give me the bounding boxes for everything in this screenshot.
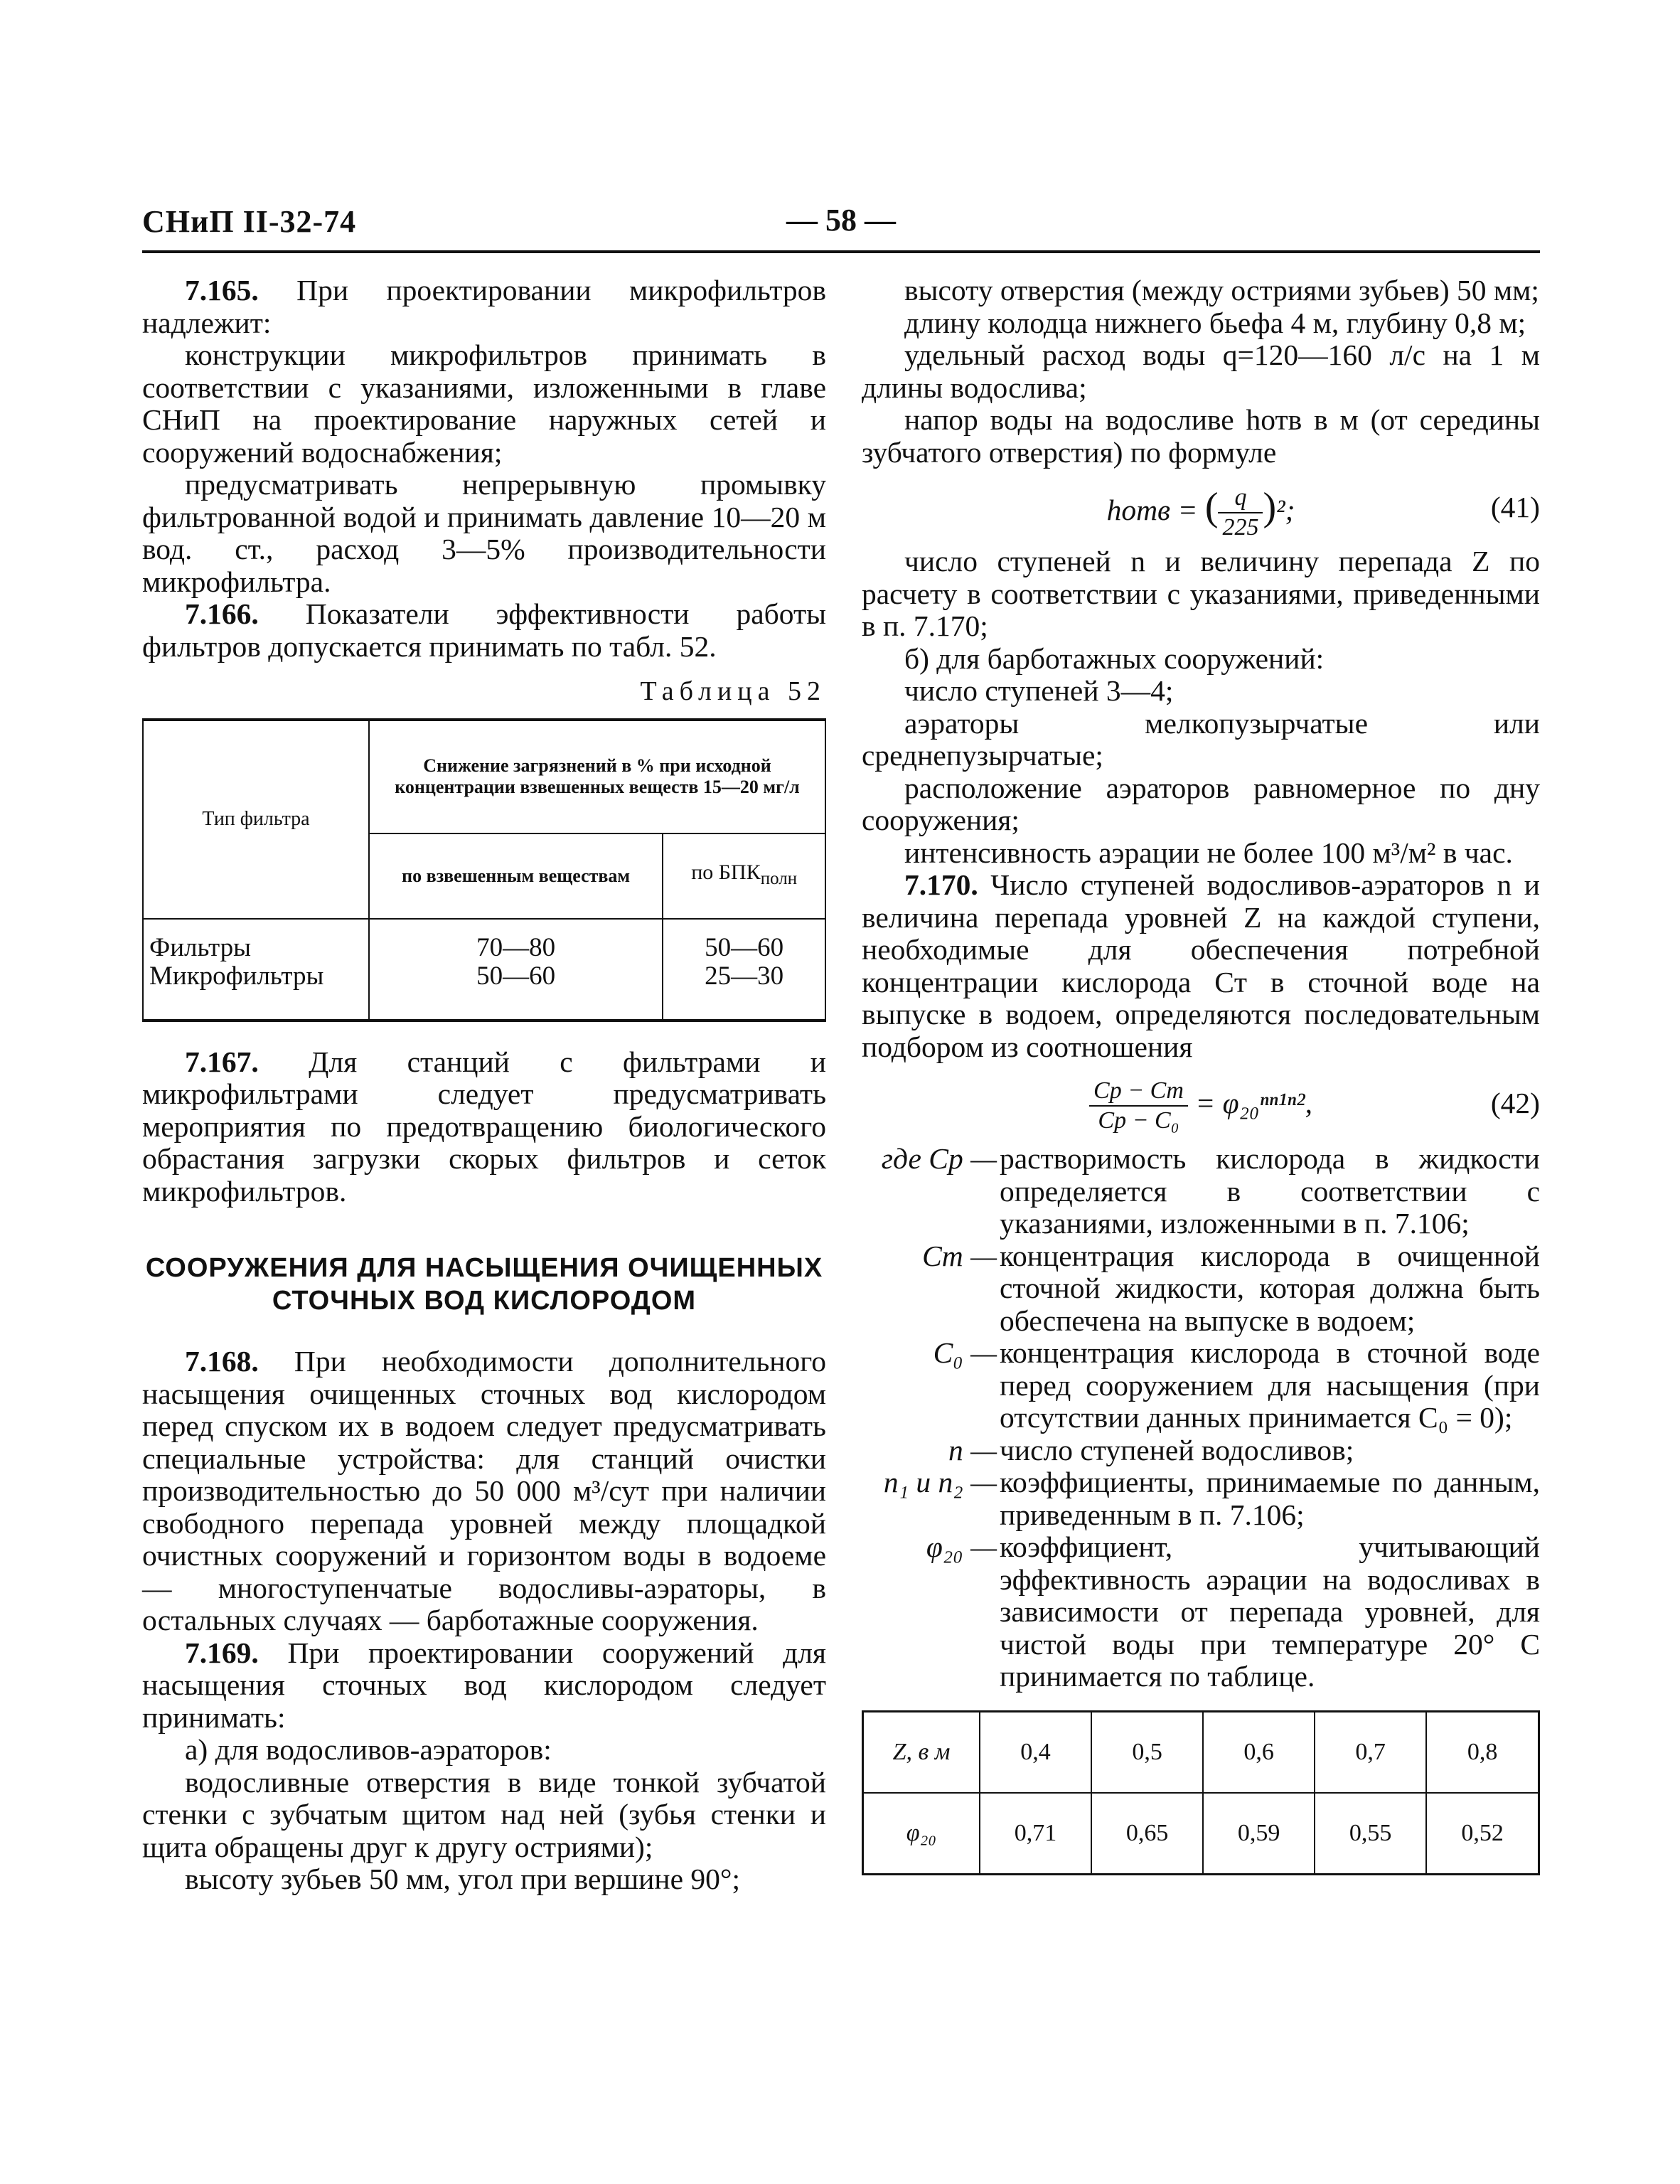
cell-bpk-values: 50—60 25—30 <box>663 919 825 1021</box>
definition-symbol: C₀ — <box>933 1336 997 1369</box>
paragraph-aerators: аэраторы мелкопузырчатые или среднепузырчатые; <box>862 706 1540 772</box>
formula-41-fraction <box>1218 484 1263 542</box>
formula-42-fraction <box>1089 1077 1188 1135</box>
formula-41 <box>862 473 1540 541</box>
z-value-cell: 0,8 <box>1426 1711 1539 1793</box>
formula-41-rhs: ²; <box>1276 494 1295 526</box>
phi-table <box>862 1710 1540 1875</box>
equation-number-41: (41) <box>1490 491 1540 523</box>
formula-41-lhs: hотв = <box>1106 494 1198 526</box>
phi-value-cell: 0,52 <box>1426 1793 1539 1875</box>
clause-text: При необходимости дополнительного насыщения очищенных сточных вод кислородом перед спуском их в водоем следует предусматривать специальные устройства: для станций очистки производительностью до 50 000 м³/сут при наличии свободного перепада уровней между площадкой очистных сооружений и горизонтом воды в водоеме — многоступенчатые водосливы-аэраторы, в остальных случаях — барботажные сооружения. <box>142 1345 827 1636</box>
bpk-label: по БПК <box>691 861 761 884</box>
paren-open: ( <box>1204 485 1219 529</box>
definition-text: коэффициент, учитывающий эффективность аэрации на водосливах в зависимости от перепада уровней, для чистой воды при температуре 20° С принимается по таблице. <box>1000 1530 1540 1693</box>
paragraph-7-165 <box>142 275 826 339</box>
z-value-cell: 0,4 <box>980 1711 1091 1793</box>
clause-number: 7.169. <box>185 1636 259 1669</box>
paragraph-7-166 <box>142 598 826 663</box>
fraction-numerator: q <box>1218 484 1263 513</box>
phi-label: φ₂₀ <box>863 1793 980 1875</box>
col-header-bpk <box>663 833 825 919</box>
table-row-phi <box>863 1793 1539 1875</box>
definitions-list <box>862 1143 1540 1693</box>
page-header <box>142 199 1540 253</box>
table-52 <box>142 718 826 1022</box>
paragraph-intensity: интенсивность аэрации не более 100 м³/м² в час. <box>904 836 1513 869</box>
z-value-cell: 0,6 <box>1203 1711 1315 1793</box>
clause-text: Число ступеней водосливов-аэраторов n и величина перепада уровней Z на каждой ступени, необходимые для обеспечения потребной концентрации кислорода Cт в сточной воде на выпуске в водоем, определяются последовательным подбором из соотношения <box>862 868 1540 1063</box>
cell-filter-types: Фильтры Микрофильтры <box>143 919 369 1021</box>
clause-text: Для станций с фильтрами и микрофильтрами следует предусматривать мероприятия по предотвращению биологического обрастания загрузки скорых фильтров и сеток микрофильтров. <box>142 1045 826 1208</box>
clause-number: 7.165. <box>185 274 259 307</box>
paragraph-layout: расположение аэраторов равномерное по дну сооружения; <box>862 771 1540 836</box>
paragraph-b: б) для барботажных сооружений: <box>904 641 1325 675</box>
col-header-reduction: Снижение загрязнений в % при исходной концентрации взвешенных веществ 15—20 мг/л <box>369 720 825 833</box>
paragraph-7-165-item-1: конструкции микрофильтров принимать в соответствии с указаниями, изложенными в главе СНиП на проектирование наружных сетей и сооружений водоснабжения; <box>142 339 826 469</box>
paragraph-specific-flow: удельный расход воды q=120—160 л/с на 1 м длины водослива; <box>862 339 1540 404</box>
col-header-filter-type: Тип фильтра <box>143 720 369 919</box>
z-label: Z, в м <box>863 1711 980 1793</box>
fraction-denominator: 225 <box>1222 514 1259 541</box>
phi-value-cell: 0,65 <box>1091 1793 1203 1875</box>
left-column <box>142 275 826 1896</box>
paragraph-steps-count: число ступеней 3—4; <box>904 674 1174 707</box>
clause-number: 7.167. <box>185 1045 259 1078</box>
col-header-suspended: по взвешенным веществам <box>369 833 663 919</box>
section-title: СООРУЖЕНИЯ ДЛЯ НАСЫЩЕНИЯ ОЧИЩЕННЫХ СТОЧНЫХ ВОД КИСЛОРОДОМ <box>145 1253 823 1316</box>
page-number: — 58 — <box>786 203 896 238</box>
definition-symbol: где Cр — <box>881 1142 997 1175</box>
paragraph-well-length: длину колодца нижнего бьефа 4 м, глубину 0,8 м; <box>904 306 1526 339</box>
definition-symbol: Cт — <box>922 1239 997 1272</box>
clause-number: 7.166. <box>185 597 259 630</box>
equation-number-42: (42) <box>1490 1087 1540 1119</box>
clause-number: 7.168. <box>185 1345 259 1378</box>
paragraph-steps: число ступеней n и величину перепада Z по расчету в соответствии с указаниями, приведенными в п. 7.170; <box>862 545 1540 642</box>
definition-symbol: φ₂₀ — <box>926 1530 997 1563</box>
z-value-cell: 0,5 <box>1091 1711 1203 1793</box>
right-column <box>862 275 1540 1875</box>
phi-value-cell: 0,71 <box>980 1793 1091 1875</box>
definition-text: концентрация кислорода в очищенной сточной жидкости, которая должна быть обеспечена на выпуске в водоем; <box>1000 1239 1540 1337</box>
cell-suspended-values: 70—80 50—60 <box>369 919 663 1021</box>
definition-text: число ступеней водосливов; <box>1000 1433 1354 1466</box>
table-52-label: Таблица 52 <box>640 676 826 706</box>
paragraph-7-169 <box>142 1637 826 1735</box>
definition-symbol: n₁ и n₂ — <box>883 1466 997 1498</box>
paragraph-head: напор воды на водосливе hотв в м (от середины зубчатого отверстия) по формуле <box>862 403 1540 469</box>
paragraph-7-165-item-2: предусматривать непрерывную промывку фильтрованной водой и принимать давление 10—20 м вод. ст., расход 3—5% производительности микрофильтра. <box>142 468 826 598</box>
phi-value-cell: 0,55 <box>1315 1793 1426 1875</box>
clause-text: При проектировании микрофильтров надлежит: <box>142 274 826 339</box>
definition-text: концентрация кислорода в сточной воде перед сооружением для насыщения (при отсутствии данных принимается C₀ = 0); <box>1000 1336 1540 1434</box>
paragraph-7-169-a-2: высоту зубьев 50 мм, угол при вершине 90°; <box>185 1863 741 1895</box>
definition-text: коэффициенты, принимаемые по данным, приведенным в п. 7.106; <box>1000 1466 1540 1531</box>
z-value-cell: 0,7 <box>1315 1711 1426 1793</box>
table-row <box>143 919 825 1021</box>
paragraph-7-170 <box>862 869 1540 1063</box>
formula-42-rhs: = φ₂₀ⁿⁿ¹ⁿ², <box>1195 1087 1312 1119</box>
paren-close: ) <box>1263 485 1277 529</box>
fraction-denominator: Cр − C₀ <box>1098 1107 1179 1134</box>
paragraph-7-169-a: а) для водосливов-аэраторов: <box>185 1733 552 1766</box>
clause-number: 7.170. <box>904 868 978 901</box>
clause-text: Показатели эффективности работы фильтров допускается принимать по табл. 52. <box>142 597 827 663</box>
definition-text: растворимость кислорода в жидкости определяется в соответствии с указаниями, изложенными в п. 7.106; <box>1000 1142 1540 1240</box>
paragraph-7-167 <box>142 1046 826 1208</box>
phi-value-cell: 0,59 <box>1203 1793 1315 1875</box>
paragraph-opening-height: высоту отверстия (между остриями зубьев) 50 мм; <box>904 274 1539 307</box>
bpk-subscript: полн <box>760 869 798 888</box>
definition-symbol: n — <box>948 1433 997 1466</box>
formula-42 <box>862 1067 1540 1139</box>
document-page <box>142 199 1540 1895</box>
paragraph-7-169-a-1: водосливные отверстия в виде тонкой зубчатой стенки с зубчатым щитом над ней (зубья стенки и щита обращены друг к другу остриями); <box>142 1765 826 1863</box>
doc-code: СНиП II-32-74 <box>142 204 357 239</box>
paragraph-7-168 <box>142 1346 826 1637</box>
table-row-z <box>863 1711 1539 1793</box>
clause-text: При проектировании сооружений для насыщения сточных вод кислородом следует принимать: <box>142 1636 827 1734</box>
fraction-numerator: Cр − Cт <box>1089 1077 1188 1107</box>
